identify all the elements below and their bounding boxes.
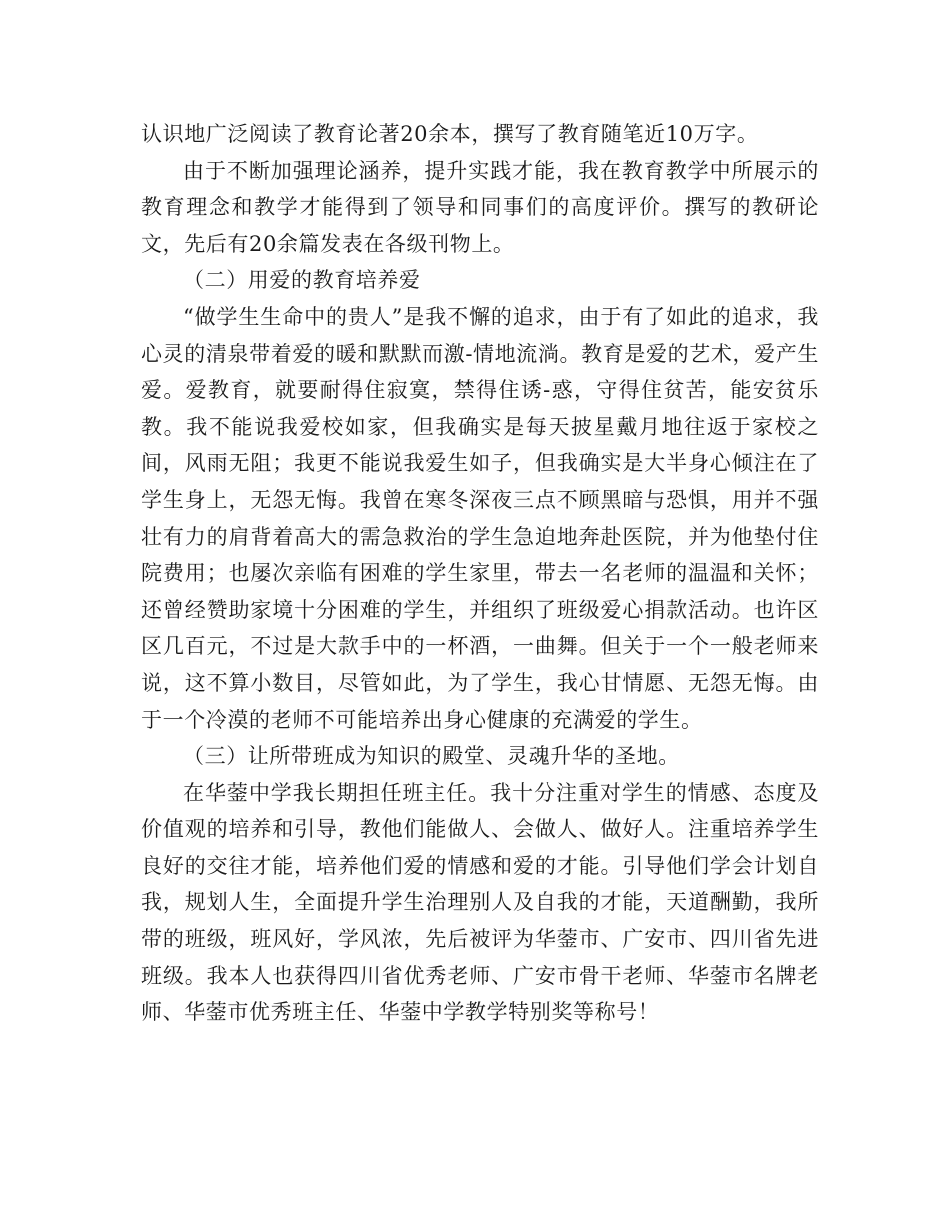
paragraph-theory: 由于不断加强理论涵养，提升实践才能，我在教育教学中所展示的教育理念和教学才能得到了领导和同事们的高度评价。撰写的教研论文，先后有20余篇发表在各级刊物上。 [141,158,819,256]
paragraph-class-teacher: 在华蓥中学我长期担任班主任。我十分注重对学生的情感、态度及价值观的培养和引导，教他们能做人、会做人、做好人。注重培养学生良好的交往才能，培养他们爱的情感和爱的才能。引导他们学会计划自我，规划人生，全面提升学生治理别人及自我的才能，天道酬勤，我所带的班级，班风好，学风浓，先后被评为华蓥市、广安市、四川省先进班级。我本人也获得四川省优秀老师、广安市骨干老师、华蓥市名牌老师、华蓥市优秀班主任、华蓥中学教学特别奖等称号！ [141,780,819,1025]
paragraph-continuation: 认识地广泛阅读了教育论著20余本，撰写了教育随笔近10万字。 [141,122,759,146]
section-heading-3: （三）让所带班成为知识的殿堂、灵魂升华的圣地。 [183,744,680,769]
document-page [141,116,819,1031]
section-heading-2: （二）用爱的教育培养爱 [183,268,421,293]
paragraph-love-education: “做学生生命中的贵人”是我不懈的追求，由于有了如此的追求，我心灵的清泉带着爱的暖和默默而激-情地流淌。教育是爱的艺术，爱产生爱。爱教育，就要耐得住寂寞，禁得住诱-惑，守得住贫苦，能安贫乐教。我不能说我爱校如家，但我确实是每天披星戴月地往返于家校之间，风雨无阻；我更不能说我爱生如子，但我确实是大半身心倾注在了学生身上，无怨无悔。我曾在寒冬深夜三点不顾黑暗与恐惧，用并不强壮有力的肩背着高大的需急救治的学生急迫地奔赴医院，并为他垫付住院费用；也屡次亲临有困难的学生家里，带去一名老师的温温和关怀；还曾经赞助家境十分困难的学生，并组织了班级爱心捐款活动。也许区区几百元，不过是大款手中的一杯酒，一曲舞。但关于一个一般老师来说，这不算小数目，尽管如此，为了学生，我心甘情愿、无怨无悔。由于一个冷漠的老师不可能培养出身心健康的充满爱的学生。 [141,304,819,732]
